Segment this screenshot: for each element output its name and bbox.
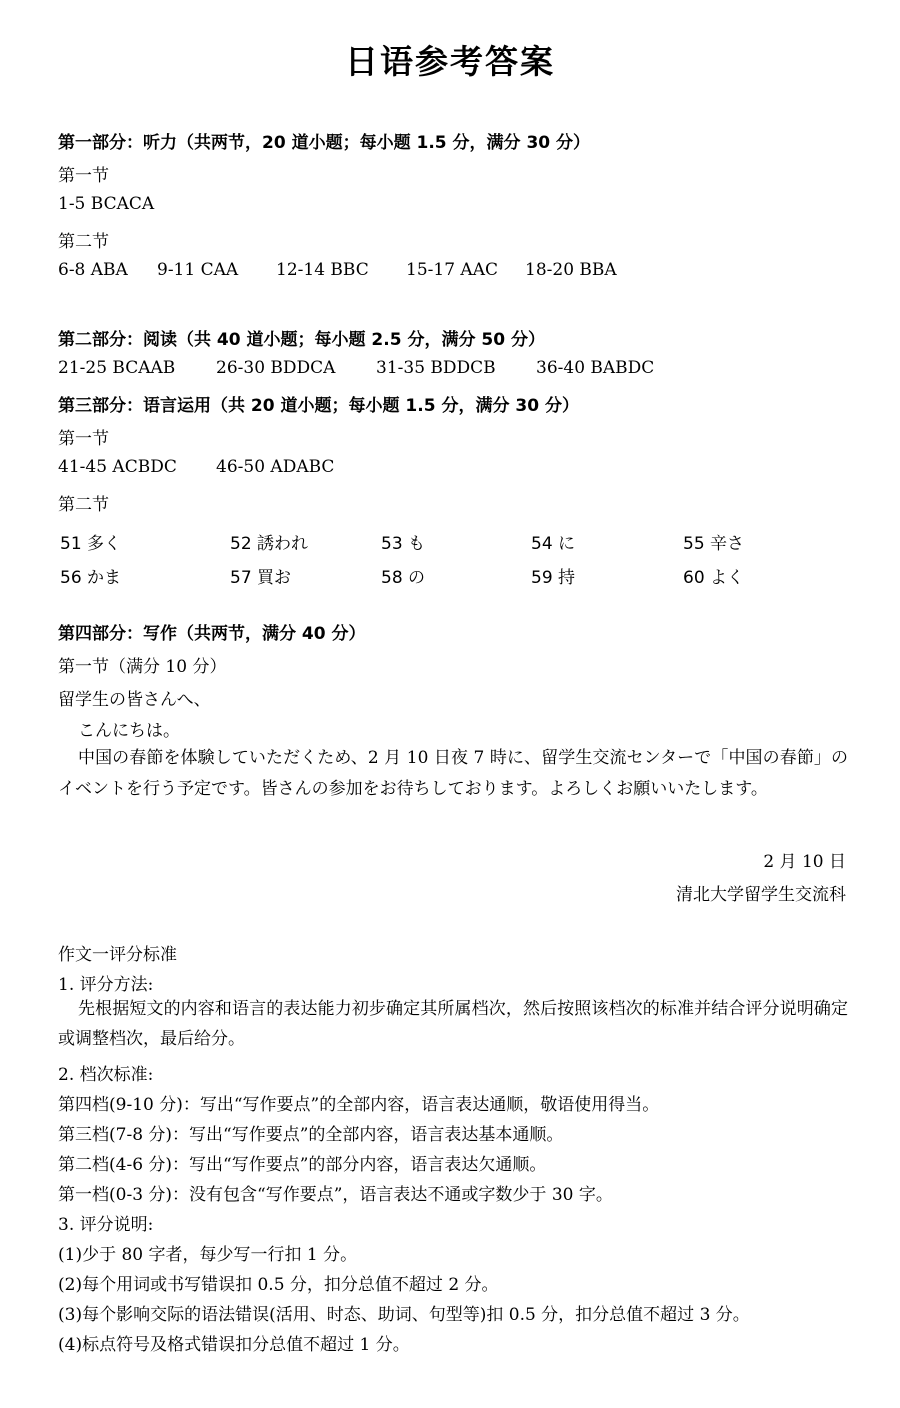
grading-title: 作文一评分标准: [58, 945, 177, 965]
fill-answer: 54 に: [531, 534, 576, 554]
part4-sec1-label: 第一节（满分 10 分）: [58, 657, 227, 677]
letter-date: 2 月 10 日: [763, 852, 846, 872]
part4-heading: 第四部分：写作（共两节，满分 40 分）: [58, 624, 366, 644]
grading-note: (2)每个用词或书写错误扣 0.5 分，扣分总值不超过 2 分。: [58, 1275, 499, 1295]
fill-answer: 55 辛さ: [683, 534, 745, 554]
answer-group: 12-14 BBC: [276, 260, 369, 280]
grading-level: 第一档(0-3 分)：没有包含“写作要点”，语言表达不通或字数少于 30 字。: [58, 1185, 613, 1205]
answer-group: 18-20 BBA: [525, 260, 617, 280]
fill-answer: 57 買お: [230, 568, 292, 588]
part3-sec2-label: 第二节: [58, 495, 109, 515]
answer-group: 6-8 ABA: [58, 260, 128, 280]
part2-heading: 第二部分：阅读（共 40 道小题；每小题 2.5 分，满分 50 分）: [58, 330, 545, 350]
answer-group: 26-30 BDDCA: [216, 358, 336, 378]
fill-answer: 51 多く: [60, 534, 122, 554]
grading-level: 第三档(7-8 分)：写出“写作要点”的全部内容，语言表达基本通顺。: [58, 1125, 564, 1145]
part1-sec2-label: 第二节: [58, 232, 109, 252]
fill-answer: 59 持: [531, 568, 576, 588]
grading-method-text: 先根据短文的内容和语言的表达能力初步确定其所属档次，然后按照该档次的标准并结合评分说明确定或调整档次，最后给分。: [58, 999, 848, 1049]
answer-group: 46-50 ADABC: [216, 457, 335, 477]
fill-answer: 58 の: [381, 568, 426, 588]
grading-levels-label: 2. 档次标准:: [58, 1065, 154, 1085]
grading-note: (3)每个影响交际的语法错误(活用、时态、助词、句型等)扣 0.5 分，扣分总值不超过 3 分。: [58, 1305, 750, 1325]
page-title: 日语参考答案: [345, 42, 555, 81]
grading-notes-label: 3. 评分说明:: [58, 1215, 154, 1235]
part1-sec1-label: 第一节: [58, 166, 109, 186]
answer-group: 41-45 ACBDC: [58, 457, 177, 477]
fill-answer: 53 も: [381, 534, 426, 554]
grading-method-label: 1. 评分方法:: [58, 975, 154, 995]
grading-level: 第四档(9-10 分)：写出“写作要点”的全部内容，语言表达通顺，敬语使用得当。: [58, 1095, 660, 1115]
part3-heading: 第三部分：语言运用（共 20 道小题；每小题 1.5 分，满分 30 分）: [58, 396, 579, 416]
fill-answer: 52 誘われ: [230, 534, 309, 554]
answer-group: 21-25 BCAAB: [58, 358, 176, 378]
letter-greeting: 留学生の皆さんへ、: [58, 690, 211, 710]
part1-heading: 第一部分：听力（共两节，20 道小题；每小题 1.5 分，满分 30 分）: [58, 133, 591, 153]
grading-note: (1)少于 80 字者，每少写一行扣 1 分。: [58, 1245, 358, 1265]
part3-sec1-label: 第一节: [58, 429, 109, 449]
letter-signature: 清北大学留学生交流科: [676, 885, 846, 905]
grading-level: 第二档(4-6 分)：写出“写作要点”的部分内容，语言表达欠通顺。: [58, 1155, 547, 1175]
fill-answer: 60 よく: [683, 568, 745, 588]
answer-group: 15-17 AAC: [406, 260, 498, 280]
answer-group: 31-35 BDDCB: [376, 358, 496, 378]
letter-body: 中国の春節を体験していただくため、2 月 10 日夜 7 時に、留学生交流センターで「中国の春節」のイベントを行う予定です。皆さんの参加をお待ちしております。よろしくお願いいたします。: [58, 748, 848, 799]
answer-group: 36-40 BABDC: [536, 358, 655, 378]
part1-sec1-answers: 1-5 BCACA: [58, 194, 155, 214]
answer-group: 9-11 CAA: [157, 260, 239, 280]
letter-hello: こんにちは。: [78, 721, 180, 741]
grading-note: (4)标点符号及格式错误扣分总值不超过 1 分。: [58, 1335, 410, 1355]
fill-answer: 56 かま: [60, 568, 122, 588]
